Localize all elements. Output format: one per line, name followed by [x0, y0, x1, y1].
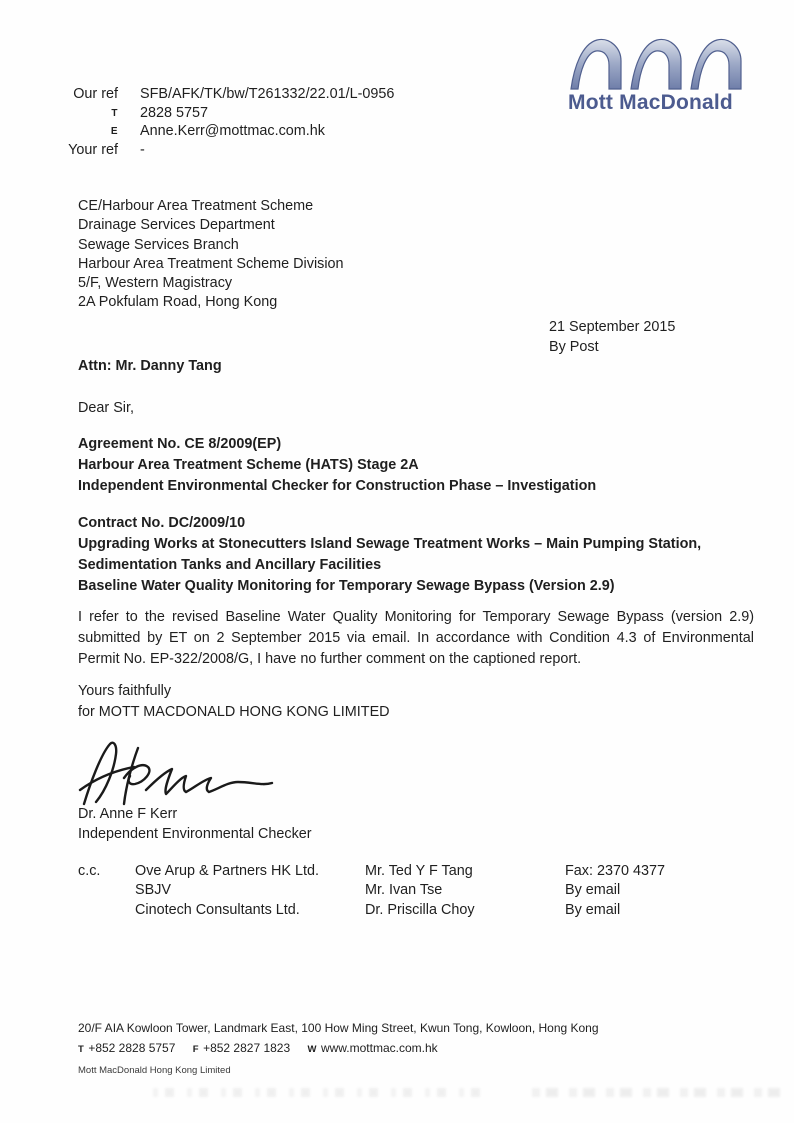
subject-agreement-block [78, 434, 760, 497]
signing-company: for MOTT MACDONALD HONG KONG LIMITED [78, 704, 390, 720]
scan-showthrough-artifact [530, 1088, 780, 1097]
letterhead-footer [78, 1018, 599, 1081]
cc-organisation: Cinotech Consultants Ltd. [135, 901, 300, 918]
reference-block [60, 86, 394, 160]
salutation: Dear Sir, [78, 400, 134, 416]
recipient-address [78, 197, 344, 313]
email-label: E [110, 126, 118, 138]
recipient-line: CE/Harbour Area Treatment Scheme [78, 198, 314, 214]
cc-contact: Dr. Priscilla Choy [365, 901, 475, 918]
letter-date: 21 September 2015 [549, 319, 676, 335]
scan-showthrough-artifact [150, 1088, 480, 1097]
cc-row [78, 881, 715, 900]
footer-web-label: W [307, 1044, 317, 1055]
agreement-number: Agreement No. CE 8/2009(EP) [78, 436, 282, 452]
ref-row-email [60, 123, 394, 142]
footer-contacts [78, 1038, 599, 1060]
letter-body: I refer to the revised Baseline Water Quality Monitoring for Temporary Sewage Bypass (version 2.9) submitted by ET on 2 September 2015 via email. In accordance with Condition 4.3 of Environmental Permit No. EP-322/2008/G, I have no further comment on the captioned report. [78, 609, 754, 667]
signatory-name: Dr. Anne F Kerr [78, 806, 178, 822]
telephone-value: 2828 5757 [140, 104, 209, 121]
ref-row-our-ref [60, 86, 394, 105]
footer-fax: +852 2827 1823 [203, 1041, 291, 1055]
your-ref-value: - [140, 141, 145, 158]
footer-phone-label: T [78, 1044, 85, 1055]
date-block [549, 317, 675, 357]
attention-line: Attn: Mr. Danny Tang [78, 358, 222, 374]
contract-title: Upgrading Works at Stonecutters Island Sewage Treatment Works – Main Pumping Station, Sedimentation Tanks and Ancillary Facilities [78, 536, 702, 573]
cc-contact: Mr. Ivan Tse [365, 882, 443, 899]
signature-icon [76, 738, 291, 810]
recipient-line: 2A Pokfulam Road, Hong Kong [78, 294, 278, 311]
your-ref-label: Your ref [68, 141, 118, 158]
contract-subtitle: Baseline Water Quality Monitoring for Temporary Sewage Bypass (Version 2.9) [78, 578, 615, 594]
recipient-line: Harbour Area Treatment Scheme Division [78, 255, 344, 272]
mott-macdonald-logo [568, 38, 748, 115]
cc-method: Fax: 2370 4377 [565, 863, 666, 879]
logo-wordmark: Mott MacDonald [568, 91, 733, 114]
cc-contact: Mr. Ted Y F Tang [365, 863, 473, 879]
cc-method: By email [565, 882, 621, 899]
delivery-method: By Post [549, 339, 599, 355]
footer-phone: +852 2828 5757 [88, 1041, 176, 1055]
our-ref-value: SFB/AFK/TK/bw/T261332/22.01/L-0956 [140, 86, 395, 102]
footer-website: www.mottmac.com.hk [320, 1041, 438, 1055]
recipient-line: Sewage Services Branch [78, 236, 239, 253]
recipient-line: Drainage Services Department [78, 217, 275, 234]
cc-label: c.c. [78, 863, 101, 879]
cc-organisation: SBJV [135, 882, 171, 899]
footer-fax-label: F [192, 1044, 200, 1055]
footer-address: 20/F AIA Kowloon Tower, Landmark East, 100 How Ming Street, Kwun Tong, Kowloon, Hong Kong [78, 1021, 599, 1035]
cc-organisation: Ove Arup & Partners HK Ltd. [135, 863, 319, 879]
subject-contract-block [78, 513, 760, 597]
valediction: Yours faithfully [78, 683, 172, 699]
recipient-line: 5/F, Western Magistracy [78, 275, 233, 292]
email-value: Anne.Kerr@mottmac.com.hk [140, 123, 325, 140]
cc-method: By email [565, 901, 621, 918]
telephone-label: T [111, 107, 118, 119]
agreement-subtitle: Independent Environmental Checker for Construction Phase – Investigation [78, 478, 597, 494]
agreement-title: Harbour Area Treatment Scheme (HATS) Stage 2A [78, 457, 419, 473]
signatory-title: Independent Environmental Checker [78, 826, 312, 842]
cc-row [78, 862, 715, 881]
cc-block [78, 862, 715, 920]
ref-row-your-ref [60, 142, 394, 161]
ref-row-telephone [60, 105, 394, 124]
cc-row [78, 901, 715, 920]
contract-number: Contract No. DC/2009/10 [78, 515, 246, 531]
logo-arches-icon [570, 38, 748, 90]
our-ref-label: Our ref [73, 86, 118, 102]
footer-company-name: Mott MacDonald Hong Kong Limited [78, 1065, 231, 1076]
